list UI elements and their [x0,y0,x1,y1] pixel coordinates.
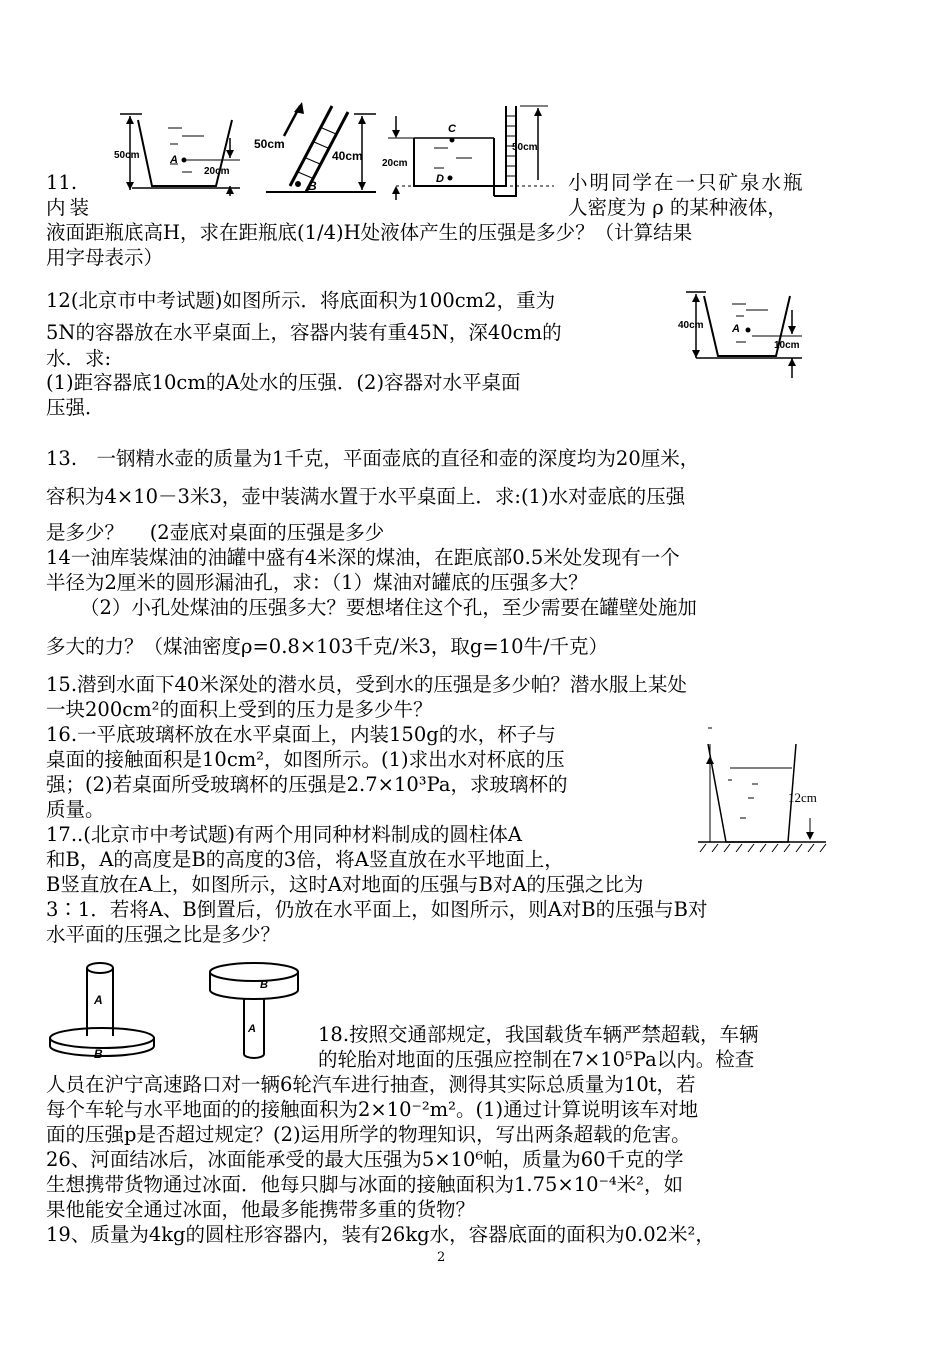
q17-line-5: 水平面的压强之比是多少？ [46,923,281,946]
fig4-depth-label: 10cm [774,340,800,351]
q17-line-4: 3∶1．若将A、B倒置后，仍放在水平面上，如图所示，则A对B的压强与B对 [46,898,708,921]
q15-line-1: 15.潜到水面下40米深处的潜水员，受到水的压强是多少帕？潜水服上某处 [46,673,687,696]
fig3-tube-label: 50cm [512,142,538,153]
q12-line-1: 12(北京市中考试题)如图所示．将底面积为100cm2，重为 [46,289,556,312]
fig7-label-b: B [260,979,268,991]
page-number: 2 [437,1250,446,1265]
q12-line-4: (1)距容器底10cm的A处水的压强．(2)容器对水平桌面 [46,371,521,394]
q26-line-2: 生想携带货物通过冰面．他每只脚与冰面的接触面积为1.75×10⁻⁴米²，如 [46,1173,683,1196]
figure-glass-cup [690,722,832,854]
q17-line-3: B竖直放在A上，如图所示，这时A对地面的压强与B对A的压强之比为 [46,873,644,896]
fig3-point-c: C [448,123,456,135]
q18-line-1: 18.按照交通部规定，我国载货车辆严禁超载，车辆 [318,1023,759,1046]
figure-cylinder-a-on-b [44,958,164,1064]
q11-line-3: 液面距瓶底高H，求在距瓶底(1/4)H处液体产生的压强是多少？（计算结果 [46,221,693,244]
q17-line-2: 和B，A的高度是B的高度的3倍，将A竖直放在水平地面上， [46,848,564,871]
fig6-label-a: A [94,993,103,1007]
figure-container-side-tube [382,102,554,200]
q18-line-3: 人员在沪宁高速路口对一辆6轮汽车进行抽查，测得其实际总质量为10t，若 [46,1073,696,1096]
q19-line-1: 19、质量为4kg的圆柱形容器内，装有26kg水，容器底面的面积为0.02米²， [46,1223,715,1246]
q16-line-4: 质量。 [46,798,105,821]
fig1-height-label: 50cm [114,150,140,161]
q12-line-3: 水．求: [46,347,112,370]
fig1-depth-label: 20cm [204,166,230,177]
fig2-point-b: B [308,179,317,193]
q13-line-3: 是多少？ (2壶底对桌面的压强是多少 [46,521,385,544]
q16-line-2: 桌面的接触面积是10cm²，如图所示。(1)求出水对杯底的压 [46,748,565,771]
fig4-height-label: 40cm [678,320,704,331]
q14-line-4: 多大的力？（煤油密度ρ=0.8×103千克/米3，取g=10牛/千克） [46,635,609,658]
q26-line-1: 26、河面结冰后，冰面能承受的最大压强为5×10⁶帕，质量为60千克的学 [46,1148,684,1171]
q18-line-4: 每个车轮与水平地面的的接触面积为2×10⁻²m²。(1)通过计算说明该车对地 [46,1098,699,1121]
q11-number: 11. [46,171,78,194]
fig3-point-d: D [436,173,444,185]
q12-line-5: 压强． [46,396,105,419]
q26-line-3: 果他能安全通过冰面，他最多能携带多重的货物？ [46,1198,476,1221]
q11-line-2b: 人密度为 ρ 的某种液体， [568,196,787,219]
q18-line-2: 的轮胎对地面的压强应控制在7×10⁵Pa以内。检查 [318,1048,755,1071]
q14-line-2: 半径为2厘米的圆形漏油孔，求：（1）煤油对罐底的压强多大？ [46,571,588,594]
fig4-point-a: A [732,323,740,335]
fig7-label-a: A [248,1023,256,1035]
fig5-height-label: 12cm [788,790,817,805]
q11-line-4: 用字母表示） [46,246,164,269]
q13-line-1: 13. 一钢精水壶的质量为1千克，平面壶底的直径和壶的深度均为20厘米， [46,447,700,470]
q13-line-2: 容积为4×10－3米3，壶中装满水置于水平桌面上．求:(1)水对壶底的压强 [46,485,686,508]
q18-line-5: 面的压强p是否超过规定？(2)运用所学的物理知识，写出两条超载的危害。 [46,1123,691,1146]
q14-line-1: 14一油库装煤油的油罐中盛有4米深的煤油，在距底部0.5米处发现有一个 [46,546,680,569]
figure-q12-container [676,284,826,382]
q16-line-1: 16.一平底玻璃杯放在水平桌面上，内装150g的水，杯子与 [46,723,556,746]
figure-cylinder-b-on-a [204,962,308,1062]
figure-trapezoid-container [112,108,252,196]
q12-line-2: 5N的容器放在水平桌面上，容器内装有重45N，深40cm的 [46,321,562,344]
q15-line-2: 一块200cm²的面积上受到的压力是多少牛？ [46,698,433,721]
fig2-length-label: 50cm [254,137,285,151]
q14-line-3: （2）小孔处煤油的压强多大？要想堵住这个孔，至少需要在罐壁处施加 [80,596,697,619]
q11-line-1: 小明同学在一只矿泉水瓶 [568,171,805,194]
q17-line-1: 17..(北京市中考试题)有两个用同种材料制成的圆柱体A [46,823,523,846]
q16-line-3: 强；(2)若桌面所受玻璃杯的压强是2.7×10³Pa，求玻璃杯的 [46,773,568,796]
fig2-height-label: 40cm [332,149,363,163]
figure-tilted-tube [252,100,382,198]
q11-line-2a: 内装 [46,196,94,219]
fig6-label-b: B [94,1047,103,1061]
fig3-height-label: 20cm [382,158,408,169]
fig1-point-a: A [170,154,178,166]
